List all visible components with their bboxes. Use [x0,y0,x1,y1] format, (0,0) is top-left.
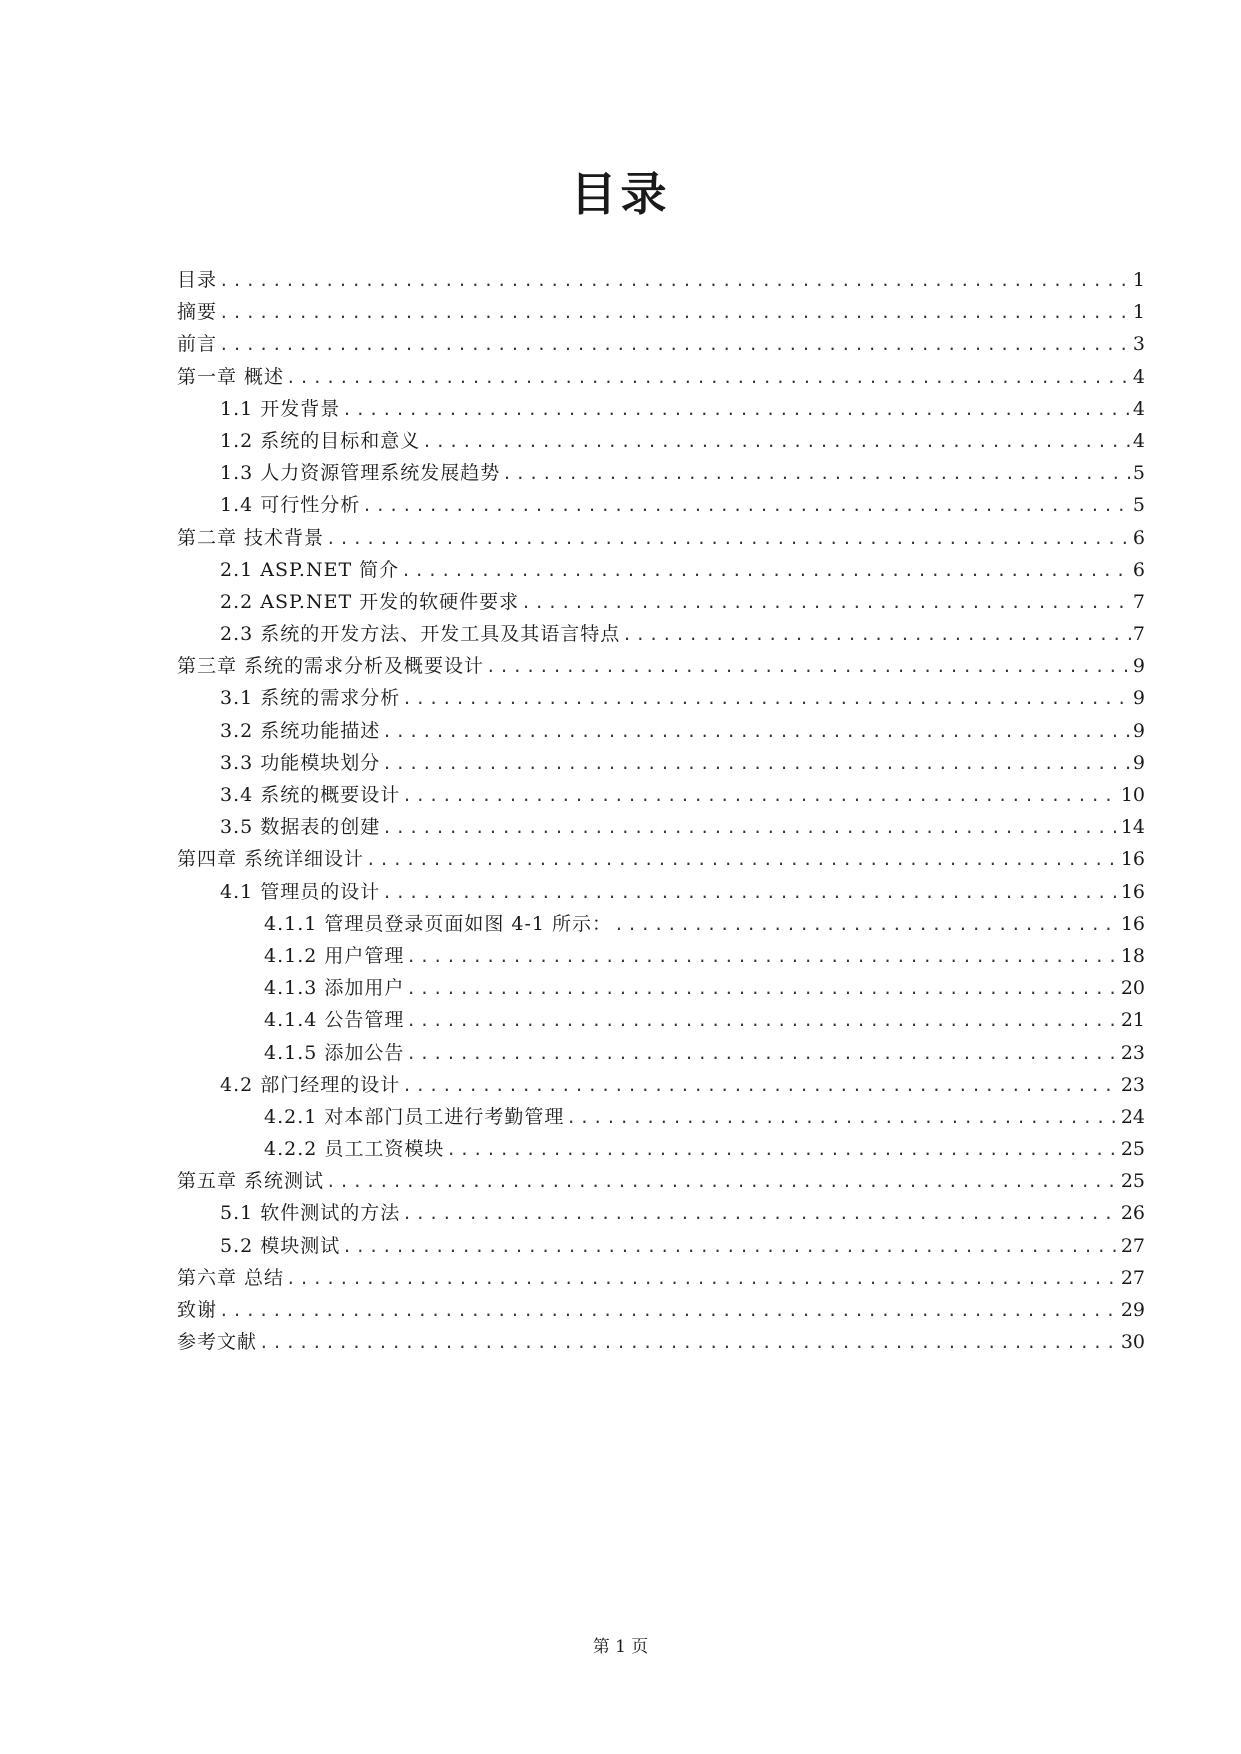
toc-entry-label: 前言 [177,333,218,356]
toc-entry-label: 3.4 系统的概要设计 [220,784,401,806]
toc-leader-dots [362,490,1131,521]
toc-entry-page-number: 14 [1120,816,1145,839]
toc-entry-page-number: 25 [1120,1170,1145,1193]
toc-leader-dots [521,587,1131,618]
toc-entry-label: 2.3 系统的开发方法、开发工具及其语言特点 [220,623,621,646]
toc-entry-page-number: 18 [1120,944,1145,967]
toc-entry-label: 4.1.3 添加用户 [264,977,405,1000]
toc-leader-dots [259,1327,1119,1358]
toc-leader-dots [622,619,1131,650]
toc-entry-page-number: 5 [1132,462,1145,485]
toc-leader-dots [402,780,1119,811]
toc-entry-label: 4.2.1 对本部门员工进行考勤管理 [264,1105,565,1128]
toc-entry[interactable] [177,1037,1145,1069]
toc-entry-label: 4.1 管理员的设计 [220,880,381,903]
toc-entry-label: 参考文献 [177,1331,258,1354]
toc-leader-dots [502,458,1131,489]
toc-entry[interactable] [177,876,1145,908]
toc-leader-dots [342,1231,1119,1262]
toc-entry[interactable] [177,715,1145,747]
toc-leader-dots [406,941,1118,972]
toc-entry[interactable] [177,940,1145,972]
toc-entry-page-number: 1 [1132,301,1145,324]
toc-entry[interactable] [177,1165,1145,1197]
toc-entry[interactable] [177,1326,1145,1358]
toc-leader-dots [382,812,1119,843]
toc-entry-label: 1.3 人力资源管理系统发展趋势 [220,462,501,485]
toc-entry-label: 2.1 ASP.NET 简介 [220,558,400,581]
toc-entry-page-number: 23 [1120,1041,1145,1064]
toc-leader-dots [422,426,1131,457]
toc-entry[interactable] [177,1262,1145,1294]
toc-entry[interactable] [177,1133,1145,1165]
toc-entry[interactable] [177,1197,1145,1229]
toc-entry[interactable] [177,296,1145,328]
toc-leader-dots [406,1005,1118,1036]
toc-entry[interactable] [177,328,1145,360]
toc-entry[interactable] [177,522,1145,554]
toc-entry[interactable] [177,425,1145,457]
toc-entry-label: 第四章 系统详细设计 [177,848,365,871]
toc-entry-page-number: 16 [1120,880,1145,903]
toc-entry-label: 2.2 ASP.NET 开发的软硬件要求 [220,590,520,613]
toc-leader-dots [406,973,1118,1004]
toc-entry[interactable] [177,1069,1145,1101]
toc-entry-label: 目录 [177,269,218,291]
toc-leader-dots [406,1038,1118,1069]
toc-entry-label: 第六章 总结 [177,1266,285,1289]
toc-entry-page-number: 23 [1120,1073,1145,1096]
toc-entry-page-number: 7 [1132,590,1145,613]
toc-entry[interactable] [177,1230,1145,1262]
toc-entry-page-number: 24 [1120,1105,1145,1128]
toc-entry-page-number: 27 [1120,1266,1145,1289]
toc-entry-page-number: 16 [1120,848,1145,871]
toc-entry-label: 1.4 可行性分析 [220,494,361,517]
toc-leader-dots [486,651,1131,682]
toc-entry[interactable] [177,1004,1145,1036]
toc-entry-label: 1.1 开发背景 [220,397,341,420]
toc-entry[interactable] [177,650,1145,682]
toc-entry-label: 致谢 [177,1299,218,1321]
toc-leader-dots [342,394,1131,425]
toc-entry-label: 1.2 系统的目标和意义 [220,429,421,452]
page-title: 目录 [570,167,671,221]
toc-leader-dots [326,523,1131,554]
toc-leader-dots [566,1102,1118,1133]
toc-entry-label: 摘要 [177,301,218,324]
toc-leader-dots [402,1198,1119,1229]
toc-entry-page-number: 9 [1132,687,1145,710]
toc-leader-dots [382,716,1131,747]
toc-entry[interactable] [177,972,1145,1004]
toc-entry-page-number: 3 [1132,333,1145,356]
toc-entry[interactable] [177,908,1145,940]
toc-entry[interactable] [177,682,1145,714]
toc-entry-page-number: 4 [1132,397,1145,420]
toc-leader-dots [219,1295,1119,1326]
toc-entry-page-number: 1 [1132,269,1145,291]
toc-entry[interactable] [177,361,1145,393]
toc-entry[interactable] [177,843,1145,875]
toc-entry-label: 第五章 系统测试 [177,1170,325,1193]
toc-leader-dots [446,1134,1118,1165]
toc-entry-page-number: 27 [1120,1234,1145,1257]
toc-entry[interactable] [177,618,1145,650]
toc-leader-dots [326,1166,1119,1197]
toc-entry-page-number: 21 [1120,1009,1145,1032]
toc-entry[interactable] [177,264,1145,296]
toc-leader-dots [366,844,1119,875]
toc-leader-dots [382,748,1131,779]
toc-entry-label: 4.1.4 公告管理 [264,1009,405,1032]
toc-leader-dots [401,555,1131,586]
toc-leader-dots [614,909,1119,940]
toc-entry-label: 4.1.5 添加公告 [264,1041,405,1064]
toc-entry[interactable] [177,586,1145,618]
toc-leader-dots [219,329,1131,360]
toc-entry-label: 5.2 模块测试 [220,1234,341,1257]
table-of-contents [177,264,1145,1358]
toc-entry-label: 5.1 软件测试的方法 [220,1202,401,1225]
toc-leader-dots [382,877,1119,908]
toc-entry-label: 3.2 系统功能描述 [220,719,381,742]
page-footer: 第 1 页 [592,1637,649,1657]
toc-entry-page-number: 6 [1132,526,1145,549]
toc-entry-label: 4.1.1 管理员登录页面如图 4-1 所示： [264,912,613,935]
toc-entry-page-number: 4 [1132,365,1145,388]
toc-entry-page-number: 9 [1132,751,1145,774]
toc-entry-page-number: 20 [1120,977,1145,1000]
toc-leader-dots [286,1263,1119,1294]
toc-entry-label: 3.5 数据表的创建 [220,816,381,839]
toc-entry-label: 第一章 概述 [177,365,285,388]
toc-entry[interactable] [177,393,1145,425]
toc-entry-page-number: 6 [1132,558,1145,581]
toc-entry[interactable] [177,1294,1145,1326]
toc-leader-dots [219,297,1131,328]
toc-entry-label: 4.2 部门经理的设计 [220,1073,401,1096]
toc-leader-dots [402,1070,1119,1101]
toc-leader-dots [219,265,1131,296]
toc-entry-page-number: 29 [1120,1299,1145,1321]
toc-entry[interactable] [177,554,1145,586]
toc-entry-label: 3.3 功能模块划分 [220,751,381,774]
toc-entry-page-number: 10 [1120,784,1145,806]
toc-entry-page-number: 9 [1132,655,1145,678]
toc-entry-page-number: 26 [1120,1202,1145,1225]
toc-entry[interactable] [177,811,1145,843]
toc-entry[interactable] [177,747,1145,779]
toc-entry-page-number: 5 [1132,494,1145,517]
toc-entry-page-number: 7 [1132,623,1145,646]
toc-entry-page-number: 30 [1120,1331,1145,1354]
toc-leader-dots [402,683,1131,714]
toc-leader-dots [286,362,1131,393]
toc-entry[interactable] [177,457,1145,489]
toc-entry-page-number: 16 [1120,912,1145,935]
toc-entry-page-number: 25 [1120,1138,1145,1161]
toc-entry-label: 第二章 技术背景 [177,526,325,549]
toc-entry[interactable] [177,489,1145,521]
toc-entry-page-number: 4 [1132,429,1145,452]
toc-entry-label: 4.2.2 员工工资模块 [264,1138,445,1161]
toc-entry[interactable] [177,779,1145,811]
toc-entry-label: 3.1 系统的需求分析 [220,687,401,710]
toc-entry-page-number: 9 [1132,719,1145,742]
toc-entry-label: 第三章 系统的需求分析及概要设计 [177,655,485,678]
toc-entry[interactable] [177,1101,1145,1133]
toc-entry-label: 4.1.2 用户管理 [264,944,405,967]
